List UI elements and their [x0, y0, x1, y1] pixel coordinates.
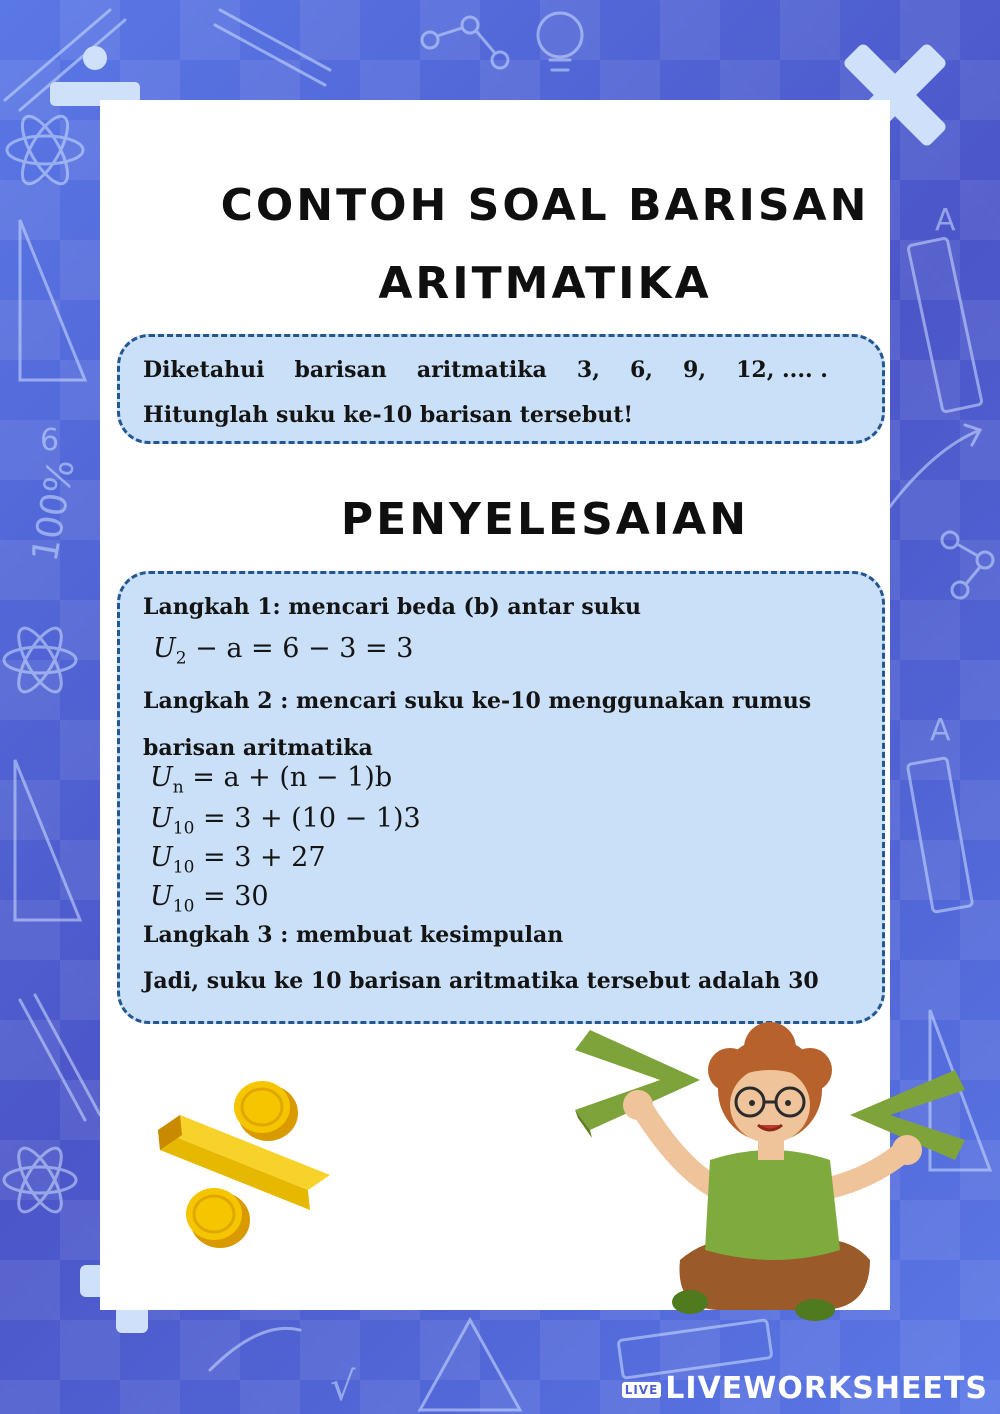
formula-subscript: 2: [175, 648, 187, 669]
formula-line: [150, 881, 269, 916]
svg-text:6: 6: [40, 423, 60, 458]
atom-icon: [7, 110, 83, 190]
conclusion-text: Jadi, suku ke 10 barisan aritmatika tersebut adalah 30: [143, 968, 819, 994]
formula-variable: U: [153, 633, 176, 664]
triangle-ruler-icon: [420, 1320, 520, 1410]
formula-expression: − a = 6 − 3 = 3: [186, 633, 414, 664]
step2-label-line1: Langkah 2 : mencari suku ke-10 menggunakan rumus: [143, 688, 812, 714]
svg-text:A: A: [935, 203, 956, 238]
formula-variable: U: [150, 881, 173, 912]
question-word: 3,: [576, 357, 600, 383]
page-title-line1: CONTOH SOAL BARISAN: [220, 180, 870, 231]
formula-line: [150, 803, 421, 838]
ruler-icon: [907, 758, 972, 913]
network-icon: [422, 17, 508, 68]
solution-heading: PENYELESAIAN: [340, 494, 750, 545]
question-word: 12, .... .: [736, 357, 828, 383]
arrow-icon: [210, 1328, 300, 1370]
pencil-icon: [215, 10, 330, 85]
question-word: 6,: [629, 357, 653, 383]
question-word: Diketahui: [143, 357, 265, 383]
formula-variable: U: [150, 803, 173, 834]
svg-text:100%: 100%: [24, 456, 83, 565]
svg-text:√: √: [330, 1364, 356, 1410]
formula-subscript: 10: [172, 818, 195, 839]
atom-icon: [4, 622, 76, 697]
page-title-line2: ARITMATIKA: [378, 258, 712, 309]
formula-subscript: n: [172, 777, 184, 798]
question-word: aritmatika: [416, 357, 547, 383]
triangle-ruler-icon: [20, 220, 85, 380]
formula-expression: = 30: [194, 881, 269, 912]
formula-expression: = 3 + (10 − 1)3: [194, 803, 421, 834]
greater-than-sign-icon: [575, 1030, 700, 1138]
formula-expression: = 3 + 27: [194, 842, 326, 873]
step1-formula: [153, 633, 413, 668]
formula-line: [150, 762, 392, 797]
question-line2: Hitunglah suku ke-10 barisan tersebut!: [143, 402, 634, 428]
formula-line: [150, 842, 326, 877]
formula-variable: U: [150, 842, 173, 873]
liveworksheets-watermark: [622, 1371, 988, 1406]
step3-label: Langkah 3 : membuat kesimpulan: [143, 922, 564, 948]
step1-label: Langkah 1: mencari beda (b) antar suku: [143, 594, 641, 620]
percent-top-circle-icon: [234, 1081, 298, 1141]
formula-variable: U: [150, 762, 173, 793]
formula-subscript: 10: [172, 857, 195, 878]
formula-subscript: 10: [172, 896, 195, 917]
live-badge: LIVE: [622, 1382, 662, 1398]
pencil-icon: [20, 995, 100, 1120]
brand-name: LIVEWORKSHEETS: [665, 1371, 988, 1406]
percent-sign-illustration: [150, 1075, 340, 1255]
formula-expression: = a + (n − 1)b: [183, 762, 393, 793]
atom-icon: [4, 1142, 76, 1217]
percent-bottom-circle-icon: [186, 1188, 250, 1248]
question-word: barisan: [294, 357, 387, 383]
question-word: 9,: [683, 357, 706, 383]
question-line1: [143, 357, 828, 383]
svg-text:A: A: [930, 713, 951, 748]
lightbulb-icon: [538, 13, 582, 70]
step2-label-line2: barisan aritmatika: [143, 735, 373, 761]
triangle-ruler-icon: [15, 760, 80, 920]
boy-illustration: [570, 1010, 970, 1330]
